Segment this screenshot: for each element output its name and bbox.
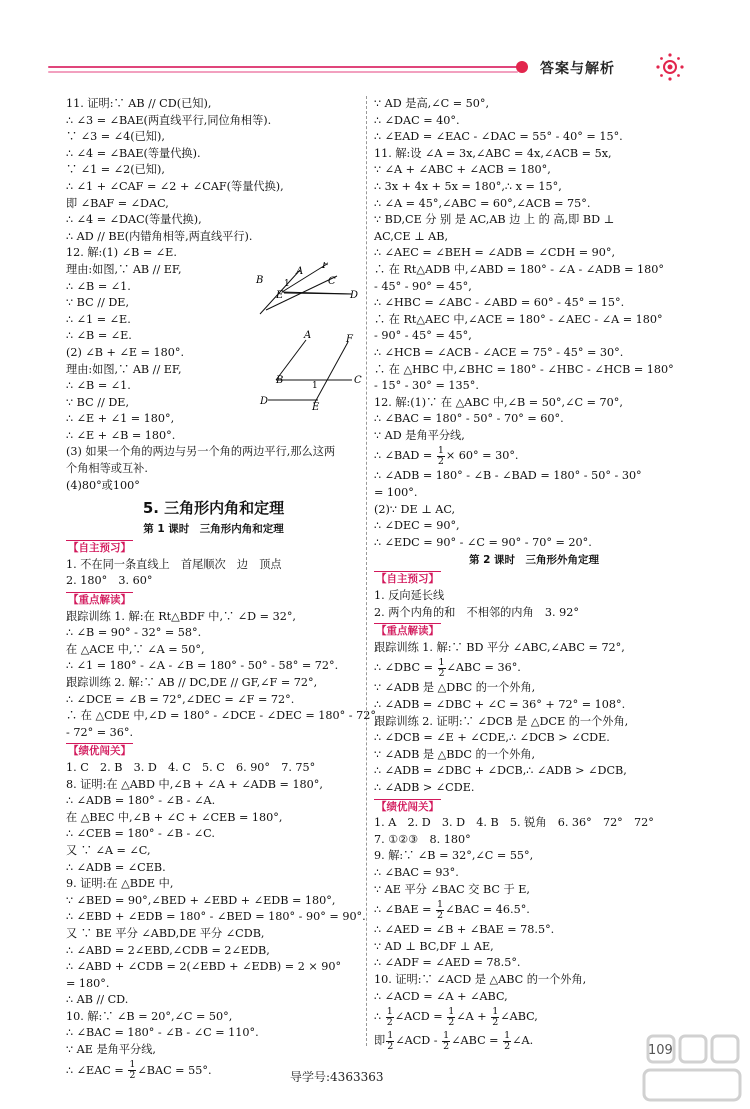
tag-pass: 【 绩优闯关 】 [374,799,441,814]
fig1-label-A: A [296,266,304,277]
fraction-line [374,1005,694,1029]
text-line: ∴ ∠ABD + ∠CDB = 2(∠EBD + ∠EDB) = 2 × 90° [66,960,342,974]
text-line: 12. 解:(1) ∠B = ∠E. [66,246,177,260]
fraction-numerator: 1 [387,1029,394,1041]
fraction-denominator: 2 [448,1016,455,1028]
text-line: ∴ ∠ADB = 180° - ∠B - ∠A. [66,794,216,808]
text-line: ∵ AE 平分 ∠BAC 交 BC 于 E, [374,882,530,896]
text-line: 9. 解:∵ ∠B = 32°,∠C = 55°, [374,849,534,863]
fraction-line [374,656,694,680]
text-line: ∴ ∠CEB = 180° - ∠B - ∠C. [66,827,215,841]
text-fragment: ∠ABC = [451,1034,503,1048]
text-line: ∴ ∠B = ∠E. [66,329,132,343]
text-line: ∴ ∠E + ∠B = 180°. [66,428,176,442]
fraction-denominator: 2 [437,455,444,467]
text-line: ∴ ∠ADB = ∠DBC + ∠DCB,∴ ∠ADB > ∠DCB, [374,764,627,778]
fraction [386,1007,394,1028]
text-line: - 45° - 90° = 45°, [374,279,472,293]
text-line: ∴ ∠E + ∠1 = 180°, [66,412,175,426]
text-fragment: ∴ ∠BAE = [374,903,436,917]
right-column [374,96,694,1053]
fraction-numerator: 1 [492,1005,499,1017]
fig1-label-1: 1 [284,279,290,289]
text-fragment: ∴ ∠BAD = [374,449,436,463]
text-line: ∴ ∠AED = ∠B + ∠BAE = 78.5°. [374,923,555,937]
text-line: ∴ ∠ADB = 180° - ∠B - ∠BAD = 180° - 50° - 30° [374,469,642,483]
text-line: 个角相等或互补. [66,462,148,476]
text-line: 1. 不在同一条直线上 首尾顺次 边 顶点 [66,557,282,571]
header-title: 答案与解析 [540,61,615,77]
text-line: ∴ ∠3 = ∠BAE(两直线平行,同位角相等). [66,113,272,127]
fraction-denominator: 2 [387,1040,394,1052]
text-line: 1. C 2. B 3. D 4. C 5. C 6. 90° 7. 75° [66,760,316,774]
text-line: ∴ ∠ACD = ∠A + ∠ABC, [374,989,508,1003]
text-line: ∴ ∠ABD = 2∠EBD,∠CDB = 2∠EDB, [66,943,270,957]
text-line: 2. 两个内角的和 不相邻的内角 3. 92° [374,605,579,619]
text-line: 11. 解:设 ∠A = 3x,∠ABC = 4x,∠ACB = 5x, [374,146,612,160]
text-line: ∴ ∠EAD = ∠EAC - ∠DAC = 55° - 40° = 15°. [374,130,623,144]
text-line: AC,CE ⊥ AB, [374,229,449,243]
fraction-denominator: 2 [386,1016,393,1028]
text-line: ∵ ∠A + ∠ABC + ∠ACB = 180°, [374,163,551,177]
fig1-label-D: D [350,290,359,301]
fig1-label-E: E [276,290,284,301]
text-fragment: ∠ABC, [500,1010,538,1024]
text-line: ∴ ∠4 = ∠BAE(等量代换). [66,146,201,160]
text-line: ∴ ∠ADB > ∠CDE. [374,780,475,794]
text-line: ∴ 在 Rt△AEC 中,∠ACE = 180° - ∠AEC - ∠A = 180° [374,312,663,326]
text-line: ∴ AB // CD. [66,993,129,1007]
tag-pass: 【 绩优闯关 】 [66,743,133,758]
left-column [66,96,376,1083]
text-line: (3) 如果一个角的两边与另一个角的两边平行,那么这两 [66,445,336,459]
text-line: (4)80°或100° [66,478,140,492]
text-fragment: ∠A. [512,1034,534,1048]
text-line: 1. A 2. D 3. D 4. B 5. 锐角 6. 36° 72° 72° [374,816,654,830]
text-line: ∴ ∠B = ∠1. [66,379,131,393]
text-line: ∴ ∠HCB = ∠ACB - ∠ACE = 75° - 45° = 30°. [374,345,624,359]
text-line: ∵ AD 是高,∠C = 50°, [374,97,490,110]
fraction-denominator: 2 [129,1070,136,1082]
text-line: ∵ ∠ADB 是 △DBC 的一个外角, [374,681,536,695]
fraction [438,658,446,679]
text-line: ∴ ∠BAC = 180° - 50° - 70° = 60°. [374,412,564,426]
text-line: ∵ ∠3 = ∠4(已知), [66,130,165,144]
text-line: 又 ∵ BE 平分 ∠ABD,DE 平分 ∠CDB, [66,926,265,940]
fig1-label-F: F [322,262,329,271]
text-line: ∴ 在 △HBC 中,∠BHC = 180° - ∠HBC - ∠HCB = 180° [374,362,674,376]
fig2-label-C: C [354,375,362,386]
text-line: ∵ AD ⊥ BC,DF ⊥ AE, [374,939,494,953]
text-line: 在 △ACE 中,∵ ∠A = 50°, [66,642,205,656]
text-line: 跟踪训练 1. 解:在 Rt△BDF 中,∵ ∠D = 32°, [66,609,296,623]
text-line: 跟踪训练 1. 解:∵ BD 平分 ∠ABC,∠ABC = 72°, [374,640,625,654]
fraction-numerator: 1 [438,656,445,668]
header-rule [48,66,518,68]
text-line: 11. 证明:∵ AB // CD(已知), [66,97,212,110]
text-line: (2) ∠B + ∠E = 180°. [66,345,185,359]
text-line: ∴ 在 △CDE 中,∠D = 180° - ∠DCE - ∠DEC = 180° - 72° [66,709,376,723]
fraction [437,446,445,467]
text-line: 1. 反向延长线 [374,589,445,603]
text-line: ∴ 在 Rt△ADB 中,∠ABD = 180° - ∠A - ∠ADB = 180° [374,262,664,276]
text-fragment: ∴ ∠EAC = [66,1063,128,1077]
text-line: 8. 证明:在 △ABD 中,∠B + ∠A + ∠ADB = 180°, [66,777,323,791]
fig2-label-E: E [312,402,320,412]
text-line: 9. 证明:在 △BDE 中, [66,877,174,891]
text-line: ∵ BC // DE, [66,395,130,409]
fig2-label-D: D [260,396,269,407]
text-line: ∴ ∠DEC = 90°, [374,519,460,533]
watermark-logo-icon [640,1030,745,1106]
tag-preview: 【 自主预习 】 [66,540,133,555]
text-line: = 180°. [66,976,110,990]
text-line: ∵ AE 是角平分线, [66,1043,156,1057]
text-line: ∴ ∠4 = ∠DAC(等量代换), [66,213,202,227]
text-line: 10. 证明:∵ ∠ACD 是 △ABC 的一个外角, [374,972,587,986]
text-line: 10. 解:∵ ∠B = 20°,∠C = 50°, [66,1009,233,1023]
figure-parallel-lines-1 [252,262,362,328]
fraction-denominator: 2 [492,1016,499,1028]
fraction [447,1007,455,1028]
fraction-numerator: 1 [443,1029,450,1041]
fraction [128,1060,136,1081]
text-line: ∴ ∠HBC = ∠ABC - ∠ABD = 60° - 45° = 15°. [374,296,625,310]
text-line: 理由:如图,∵ AB // EF, [66,262,182,276]
text-line: - 90° - 45° = 45°, [374,329,472,343]
text-line: 7. ①②③ 8. 180° [374,832,471,846]
text-fragment: ∠ABC = 36°. [446,661,521,675]
text-line: 12. 解:(1)∵ 在 △ABC 中,∠B = 50°,∠C = 70°, [374,395,623,409]
tag-key: 【 重点解读 】 [66,592,133,607]
text-line: ∴ ∠DCE = ∠B = 72°,∠DEC = ∠F = 72°. [66,692,295,706]
fig1-label-B: B [256,275,264,286]
text-fragment: ∠ACD = [394,1010,447,1024]
fig2-label-F: F [346,334,353,345]
lesson-title: 第 1 课时 三角形内角和定理 [143,523,284,536]
text-fragment: ∠BAC = 55°. [137,1063,212,1077]
text-line: ∴ ∠DAC = 40°. [374,113,460,127]
fraction [503,1031,511,1052]
fig2-label-A: A [304,330,312,341]
text-line: ∴ ∠B = 90° - 32° = 58°. [66,626,202,640]
fig2-label-1: 1 [312,381,318,391]
text-line: ∵ AD 是角平分线, [374,428,465,442]
text-line: ∴ ∠EDC = 90° - ∠C = 90° - 70° = 20°. [374,535,592,549]
guide-code: 导学号:4363363 [290,1070,384,1084]
fraction-line [374,444,694,468]
text-line: 即 ∠BAF = ∠DAC, [66,196,169,210]
text-line: ∵ ∠1 = ∠2(已知), [66,163,165,177]
header-dot-icon [516,61,528,73]
lesson-title: 第 2 课时 三角形外角定理 [468,554,600,567]
sun-logo-icon [655,52,685,82]
text-line: ∵ BC // DE, [66,296,130,310]
text-line: 跟踪训练 2. 证明:∵ ∠DCB 是 △DCE 的一个外角, [374,714,629,728]
fraction-numerator: 1 [504,1029,511,1041]
fig1-label-C: C [328,276,336,287]
fraction-numerator: 1 [437,898,444,910]
column-divider [366,96,367,1046]
header-rule-light [48,71,518,73]
text-line: ∴ ∠ADB = ∠CEB. [66,860,166,874]
page-number: 109 [648,1043,673,1058]
text-line: ∴ ∠1 = 180° - ∠A - ∠B = 180° - 50° - 58° = 72°. [66,659,339,673]
text-line: ∴ ∠ADB = ∠DBC + ∠C = 36° + 72° = 108°. [374,698,626,711]
text-fragment: × 60° = 30°. [445,449,519,463]
text-line: ∴ ∠DCB = ∠E + ∠CDE,∴ ∠DCB > ∠CDE. [374,731,610,745]
fraction-denominator: 2 [443,1040,450,1052]
fraction-numerator: 1 [129,1059,136,1071]
text-line: (2)∵ DE ⊥ AC, [374,502,456,516]
text-fragment: ∠ACD - [395,1034,442,1048]
text-line: = 100°. [374,486,418,500]
fig2-label-B: B [276,375,284,386]
text-line: ∴ ∠BAC = 180° - ∠B - ∠C = 110°. [66,1026,259,1040]
page-header [0,0,750,90]
fraction-denominator: 2 [437,909,444,921]
fraction [436,900,444,921]
fraction-numerator: 1 [437,444,444,456]
text-line: ∴ ∠BAC = 93°. [374,865,459,879]
fraction [491,1007,499,1028]
tag-preview: 【 自主预习 】 [374,571,441,586]
section-title: 5. 三角形内角和定理 [142,499,285,518]
text-line: ∵ ∠BED = 90°,∠BED + ∠EBD + ∠EDB = 180°, [66,893,336,907]
text-line: - 72° = 36°. [66,725,134,739]
text-line: ∴ ∠EBD + ∠EDB = 180° - ∠BED = 180° - 90° = 90°. [66,910,366,924]
figure-parallel-lines-2 [256,328,362,412]
fraction-numerator: 1 [448,1005,455,1017]
text-line: ∵ BD,CE 分 别 是 AC,AB 边 上 的 高,即 BD ⊥ [374,213,615,227]
text-fragment: ∴ [374,1010,385,1024]
text-line: 又 ∵ ∠A = ∠C, [66,843,151,857]
text-line: ∴ ∠1 + ∠CAF = ∠2 + ∠CAF(等量代换), [66,179,284,193]
text-line: ∴ ∠ADF = ∠AED = 78.5°. [374,956,521,970]
text-fragment: ∠BAC = 46.5°. [445,903,530,917]
text-line: 跟踪训练 2. 解:∵ AB // DC,DE // GF,∠F = 72°, [66,676,318,689]
fraction [442,1031,450,1052]
fraction-line [374,898,694,922]
text-line: 2. 180° 3. 60° [66,574,153,588]
text-line: ∵ ∠ADB 是 △BDC 的一个外角, [374,747,536,761]
tag-key: 【 重点解读 】 [374,623,441,638]
fraction-denominator: 2 [438,667,445,679]
text-line: ∴ ∠1 = ∠E. [66,312,131,326]
text-line: - 15° - 30° = 135°. [374,379,479,393]
fraction-denominator: 2 [504,1040,511,1052]
text-fragment: ∠A + [456,1010,491,1024]
text-line: 在 △BEC 中,∠B + ∠C + ∠CEB = 180°, [66,810,283,824]
text-line: ∴ AD // BE(内错角相等,两直线平行). [66,229,253,243]
text-line: 理由:如图,∵ AB // EF, [66,362,182,376]
text-fragment: 即 [374,1034,386,1048]
text-line: ∴ ∠A = 45°,∠ABC = 60°,∠ACB = 75°. [374,196,591,210]
fraction [386,1031,394,1052]
fraction-numerator: 1 [386,1005,393,1017]
text-fragment: ∴ ∠DBC = [374,661,437,675]
text-line: ∴ ∠AEC = ∠BEH = ∠ADB = ∠CDH = 90°, [374,246,616,260]
text-line: ∴ ∠B = ∠1. [66,279,131,293]
text-line: ∴ 3x + 4x + 5x = 180°,∴ x = 15°, [374,179,562,193]
